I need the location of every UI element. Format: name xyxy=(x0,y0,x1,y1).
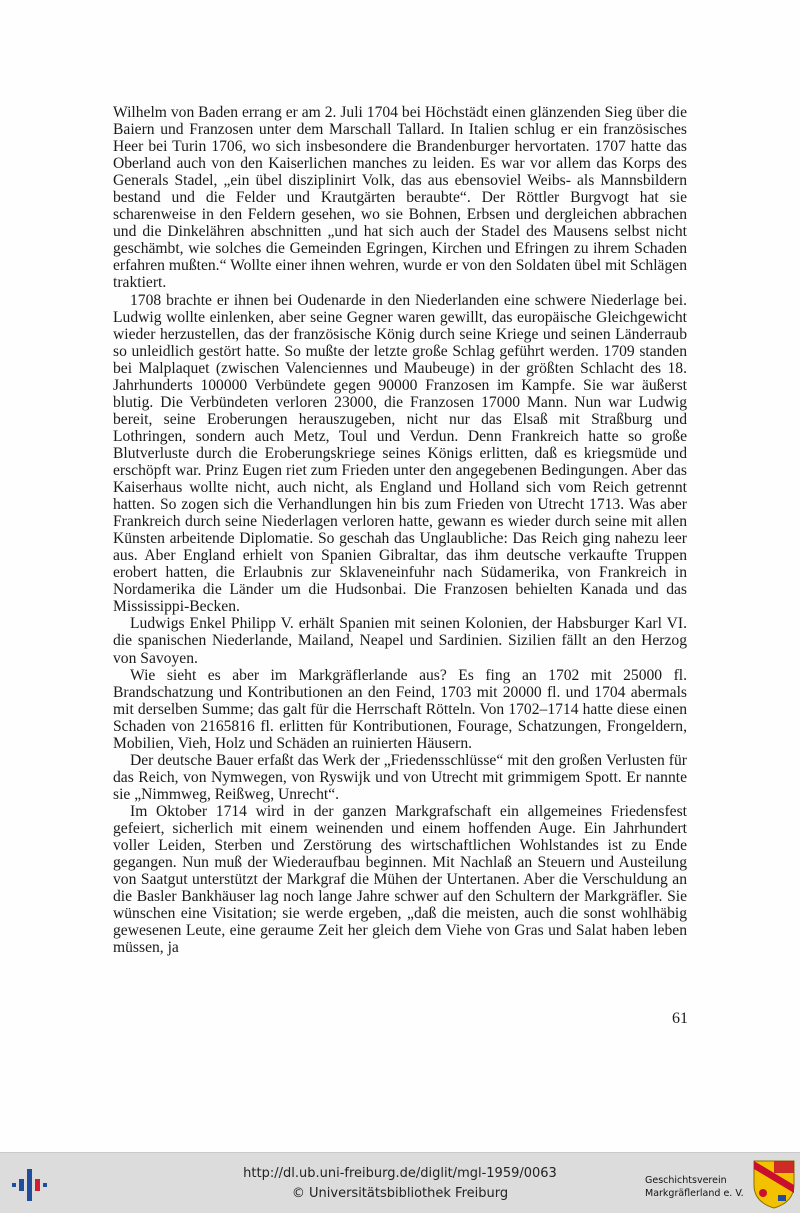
society-line-1: Geschichtsverein xyxy=(645,1175,727,1186)
page-number: 61 xyxy=(672,1010,688,1027)
paragraph-5: Der deutsche Bauer erfaßt das Werk der „Friedensschlüsse“ mit den großen Verlusten für das Reich, von Nymwegen, von Ryswijk und von Utrecht mit grimmigem Spott. Er nannte sie „Nimmweg, Reißweg, Unrecht“. xyxy=(113,751,687,803)
society-name xyxy=(645,1174,755,1200)
paragraph-2: 1708 brachte er ihnen bei Oudenarde in den Niederlanden eine schwere Niederlage bei. Ludwig wollte einlenken, aber seine Gegner waren gewillt, das europäische Gleichgewicht wieder herzustellen, das der französische König durch seine Kriege und seinen Länderraub so unleidlich gestört hatte. So mußte der letzte große Schlag geführt werden. 1709 standen bei Malplaquet (zwischen Valenciennes und Maubeuge) in der größten Schlacht des 18. Jahrhunderts 100000 Verbündete gegen 90000 Franzosen im Kampfe. Sie war äußerst blutig. Die Verbündeten verloren 23000, die Franzosen 17000 Mann. Nun war Ludwig bereit, seine Eroberungen herauszugeben, nicht nur das Elsaß mit Straßburg und Lothringen, sondern auch Metz, Toul und Verdun. Denn Frankreich hatte so große Blutverluste durch die Eroberungskriege seines Königs erlitten, daß es kriegsmüde und erschöpft war. Prinz Eugen riet zum Frieden unter den angegebenen Bedingungen. Aber das Kaiserhaus wollte nicht, auch nicht, als England und Holland sich vom Reich getrennt hatten. So zogen sich die Verhandlungen hin bis zum Frieden von Utrecht 1713. Was aber Frankreich durch seine Niederlagen verloren hatte, gewann es wieder durch seine mit allen Künsten arbeitende Diplomatie. So geschah das Unglaubliche: Das Reich ging nahezu leer aus. Aber England erhielt von Spanien Gibraltar, das ihm deutsche verkaufte Truppen erobert hatten, die Erlaubnis zur Sklaveneinfuhr nach Südamerika, von Frankreich in Nordamerika die Länder um die Hudsonbai. Die Franzosen behielten Kanada und das Mississippi-Becken. xyxy=(113,291,687,616)
body-text xyxy=(113,104,687,956)
paragraph-6: Im Oktober 1714 wird in der ganzen Markgrafschaft ein allgemeines Friedensfest gefeiert, sicherlich mit einem weinenden und einem hoffenden Auge. Ein Jahrhundert voller Leiden, Sterben und Zerstörung des wirtschaftlichen Wohlstandes ist zu Ende gegangen. Nun muß der Wiederaufbau beginnen. Mit Nachlaß an Steuern und Austeilung von Saatgut unterstützt der Markgraf die Mühen der Untertanen. Aber die Verschuldung an die Basler Bankhäuser lag noch lange Jahre schwer auf den Schultern der Markgräfler. Sie wünschen eine Visitation; sie werde ergeben, „daß die meisten, auch die sonst wohlhäbig gewesenen Leute, eine geraume Zeit her gleich dem Viehe von Gras und Salat haben leben müssen, ja xyxy=(113,802,687,957)
geschichtsverein-crest-icon[interactable] xyxy=(752,1159,796,1209)
paragraph-1: Wilhelm von Baden errang er am 2. Juli 1704 bei Höchstädt einen glänzenden Sieg über die Baiern und Franzosen unter dem Marschall Tallard. In Italien schlug er ein französisches Heer bei Turin 1706, wo sich insbesondere die Brandenburger hervortaten. 1707 hatte das Oberland auch von den Kaiserlichen manches zu leiden. Es war vor allem das Korps des Generals Stadel, „ein übel disziplinirt Volk, das aus ebensoviel Weibs- als Mannsbildern bestand und die Felder und Krautgärten beraubte“. Der Röttler Burgvogt hat sie scharenweise in den Feldern gesehen, wo sie Bohnen, Erbsen und dergleichen abbrachen und die Dinkelähren abschnitten „und hat sich auch der Stadel des Mausens selbst nicht geschämbt, wie solches die Gemeinden Egringen, Kirchen und Efringen zu ihrem Schaden erfahren mußten.“ Wollte einer ihnen wehren, wurde er von den Soldaten übel mit Schlägen traktiert. xyxy=(113,104,687,292)
society-line-2: Markgräflerland e. V. xyxy=(645,1188,744,1199)
footer-url-link[interactable]: http://dl.ub.uni-freiburg.de/diglit/mgl-1959/0063 xyxy=(243,1166,557,1181)
viewer-footer xyxy=(0,1152,800,1213)
paragraph-4: Wie sieht es aber im Markgräflerlande aus? Es fing an 1702 mit 25000 fl. Brandschatzung und Kontributionen an den Feind, 1703 mit 20000 fl. und 1704 abermals mit derselben Summe; das galt für die Herrschaft Rötteln. Von 1702–1714 hatte diese einen Schaden von 2165816 fl. erlitten für Kontributionen, Fourage, Schatzungen, Frongeldern, Mobilien, Vieh, Holz und Schäden an ruinierten Häusern. xyxy=(113,666,687,752)
footer-copyright: © Universitätsbibliothek Freiburg xyxy=(291,1186,509,1201)
paragraph-3: Ludwigs Enkel Philipp V. erhält Spanien mit seinen Kolonien, der Habsburger Karl VI. die spanischen Niederlande, Mailand, Neapel und Sardinien. Sizilien fällt an den Herzog von Savoyen. xyxy=(113,615,687,667)
